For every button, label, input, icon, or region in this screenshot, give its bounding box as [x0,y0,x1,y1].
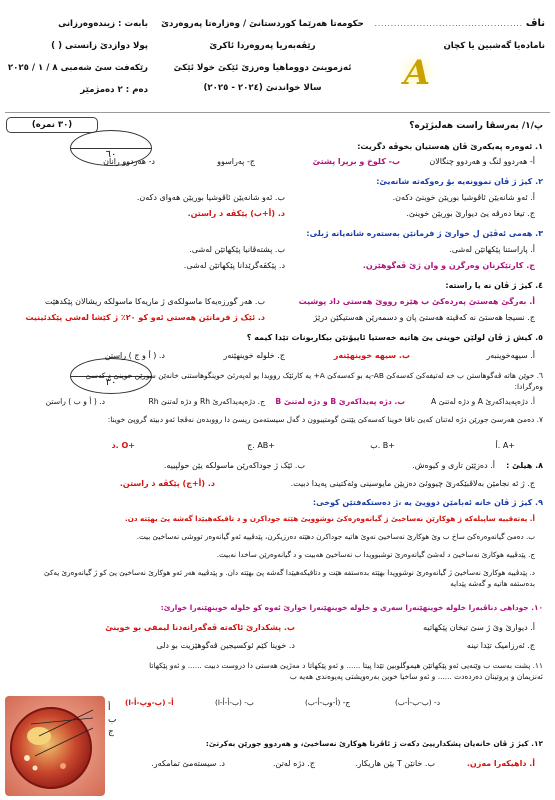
header-directorate: رێڤەبەریا پەروەردا ئاکرێ [209,41,316,51]
q8-stem: ٨. هیلێ : [506,461,543,470]
header-year: سالا خواندنێ (٢٠٢٤ - ٢٠٢٥) [203,83,322,93]
q12-option-a: أ. داهیکەرا مەزن. [466,759,535,768]
score-box: (٣٠ نمرە) [6,117,98,133]
q12-option-c: ج. دژە لەتن. [273,759,315,768]
question-title: پ/١/ بەرسڤا راست هەلبژێرە؟ [409,121,543,131]
q7-stem: ٧. دەمێ هەرسێ جورێن دژە لەتنان کەیێ ناقا خوینا کەسەکێ یێتنێ گومتیبوون د گەل سیستەمێ ریسێ دا رووبدەن نەڤجا ئەو دبیتە گروپێ خوینا: [107,415,543,424]
q1-option-a: أ- هەردوو لنگ و هەردوو چنگالان [429,157,535,166]
image-label-b: ب [108,715,117,725]
q3-option-c: ج. کارتێکرنان وەرگرن و وان ژێ ڤەگوهێزن. [362,261,535,270]
q2-option-d: د. (أ+ب) پێکڤە د راستن. [187,209,285,218]
q1-option-c: ج- پەراسوو [217,157,255,166]
q11-option-a: أ- (ب-وپ-أ-ا) [125,698,174,707]
q9-option-a: أ. پەتەقییە ساپیلەکە ژ هوکارێن نەساخیێ ژ گیانەوەرەکێ نوشوویێ هێتە جوداکرن و د تاقیکەهیێدا گەشە پێ بهێتە دن. [125,514,535,523]
q4-stem: ٤. کیژ ژ ڤان نە یا راستە: [445,281,543,290]
q9-option-b: ب. دەمێ گیانەوەرەکێ ساخ ب وێ هوکارێ نەساخیێ نەوێ هاتیە جوداکرن دهێتە دەرزیکرن، پێدڤییە ئەو گیانەوەر تووشی نەساخیێ بیت. [136,532,535,541]
header-exam-title: ئەزموینێ دووماهیا وەرزێ ئێکێ خولا ئێکێ [173,63,352,73]
q11-option-c: ج- (أ-وب-أ-ب) [305,698,351,707]
q5-stem: ٥. کیش ژ ڤان لولێن خوینی یێ هاتیە خەستیا ئاییۆنێن بیکاربونات تێدا کیمە ؟ [246,333,543,342]
blood-cell-illustration [5,696,105,796]
q5-option-b: ب. سیهە خوینهێنەر [333,351,410,360]
q2-option-c: ج. تیغا دەرڤە یێ دیوارێ بوریێن خوینێ. [406,209,535,218]
name-label: ناڤ [525,18,545,29]
q1-option-b: ب- کلوخ و برپرا پشتێ [312,157,400,166]
header-ministry: حکومەتا هەرێما کوردستانێ / وەزارەتا پەروەردێ [161,19,364,29]
exam-duration: دەم : ٢ دەمژمێر [80,85,148,95]
q4-option-d: د. ئێک ژ فرمانێن هەستی ئەو کو ٢٠٪ ژ کێشا لەشی پێکدئینیت [25,313,265,322]
q5-option-c: ج. خلوله خوینهێنەر [223,351,285,360]
q5-option-a: أ. سیهەخوینبەر [486,351,535,360]
q6-stem: ٦. خوێن هاتە ڤەگوهاستن ب خە لەتیفەکێ کەسەکێ AB-یە بو کەسەکێ A+ یە کارئێک رووبدا یو لەپەرئێ خوینگوهاستنی خانەێن سورێن خوینێ د کەسێ وەرگرادا: [85,371,543,391]
q9-stem: ٩. کیژ ژ ڤان خانە ئەبامێن دوویێ یە ،ژ دەستکەفتێن کوخی: [312,498,543,507]
q11-option-b: ب- (ب-أ-أ-ا) [215,698,254,707]
q4-option-b: ب. هەر گورزەیەکا ماسولکەی ژ ماریەکا ماسولکە ریشالان پێکدهێت [44,297,265,306]
q8-option-b: ب. ئێک ژ جوداکەرێن ماسولکە یێن حولپییە. [163,461,305,470]
svg-text:A: A [403,53,431,93]
q9-option-c: ج. پێدڤییە هوکارێ نەساخیێ د لەشێ گیانەوەرێ توشبوویدا ب نەساخیێ هەبیت و د گیانەوەرێن ساخدا نەبیت. [216,550,535,559]
q2-option-a: أ. ئەو شانەیێن ئاڤوشیا بوریێن خوینێ دکەن. [392,193,535,202]
score-circle-1-value: ٦٠ [105,149,117,160]
q12-option-b: ب. خانێن T یێن هاریکار. [355,759,435,768]
q4-option-a: أ. بەرگێ هەستێ پەردەکێ ب هێزە رووێ هەستی داد پوشیت [298,297,535,306]
class: پولا دوازدێ زانستی ( ) [51,41,148,51]
q11-stem: ١١. پشت بەست ب وێنەیی ئەو پێکهاتێن هیموگلوبین تێدا پیتا ...... و ئەو پێکهاتا د مەژیێ هەستی دا دروست دبیت ...... و ئەو پێکهاتا ئەنزیمان و پروتینان دەردەدت ...... و ئەو ساخیا خوین بەرەوپشتی پەیوەندی هەیە ب [149,661,543,681]
q1-option-d: د- هەردوو رانان [103,157,155,166]
logo-a-icon [392,46,442,96]
q2-option-b: ب. ئەو شانەیێن ئاڤوشیا بوریێن هەوای دکەن. [136,193,285,202]
q3-option-a: أ. پاراستنا پێکهاتێن لەشی. [449,245,535,254]
school-name: نامادەیا گەشبین یا کچان [443,41,545,51]
image-label-a: أ [108,703,111,713]
q6-option-b: ب. دژە پەیداکەرێ B و دژە لەتنێ B [275,397,405,406]
exam-date: رێکەفت سێ شەمبی ٨ / ١ / ٢٠٢٥ [7,63,148,73]
q7-option-c: ج. AB+ [247,441,275,450]
q3-option-d: د. پێکڤەگرێدانا پێکهاتێن لەشی. [183,261,285,270]
name-fill-line: .............................................. [374,20,523,28]
q10-stem: ١٠. جوداهی دناڤبەرا خلوله خوینهێنەرا سەری و خلوله خوینهێنەرا خوارێ ئەوە کو خلوله خوینهێنەرا خوارێ: [160,603,543,612]
q7-option-a: أ. A+ [495,441,515,450]
q4-option-c: ج. نسیجا هەستێ نە کەڤیتە هەستێ پان و دسمەرێن هەستیکێن درێژ [313,313,535,322]
q8-option-a: أ. دەزێێن تاری و کیوەش. [412,461,495,470]
q7-option-b: ب. B+ [370,441,395,450]
q10-option-b: ب. پشکدارێ ئاکەتە ڤەگەرانەدنا لیمفی بو خوینێ [105,623,295,632]
q10-option-c: ج. ئەرزامیک تێدا نینە [466,641,535,650]
q1-stem: ١. ئەوەرە پەیکەرێ ڤان هەستیان بخوڤە دگریت: [357,142,543,151]
q12-stem: ١٢. کیژ ژ ڤان خانەیان پشکدارییێ دکەت ژ ئاڤرنا هوکارێ نەساخیێ، و هەردوو جورێن بەکرتێ: [205,739,543,748]
q5-option-d: د. ( أ و ج ) راستن [104,351,165,360]
q6-option-c: ج. دژەپەیداکەرێ Rh و دژە لەتنێ Rh [148,397,265,406]
score-circle-2-value: ٣٠ [105,377,117,388]
q2-stem: ٢. کیژ ژ ڤان نموونەیە بۆ رەوکەتە شانەیێ: [376,177,543,186]
q6-option-a: أ. دژەپەیداکەرێ A و دژە لەتنێ A [431,397,535,406]
q3-stem: ٣. هەمی ئەڤێن ل خوارێ ژ فرمانێن بەستەرە شانەیانە ژبلی: [306,229,543,238]
q10-option-a: أ. دیوارێ وێ ژ سێ تیخان پێکهاتیە [423,623,535,632]
q9-option-d: د. پێدڤییە هوکارێ نەساخیێ ژ گیانەوەرێ نوشوویدا بهێتە بدەستفە هێت و دتاقیکەهیێدا گەشە پێ بهێتە دان. و پێدڤییە هەر ئەو هوکارێ نەساخیێ یێ کو ژ گیانەوەرێ یەکێ بدەستفە هاتیە و گەشە پێدایە [44,568,535,588]
blood-cell-image [5,696,105,796]
subject: بابەت : زیندەوەرزانی [58,19,148,29]
q8-option-c: ج. ژ ئە نجامێن بەلاڤبێکەرێ چیووئێ دەزیێن مایوسینی وئەکتینی پەیدا دبیت. [290,479,535,488]
image-label-c: ج [108,727,114,737]
q7-option-d: د. O+ [111,441,135,450]
q8-option-d: د. (أ+ج) پێکڤە د راستن. [119,479,215,488]
q10-option-d: د. خوینا کێم ئوکسیجین ڤەگوهێزیت بو دلی [156,641,295,650]
q3-option-b: ب. پشتەڤانیا پێکهاتێن لەشی. [189,245,285,254]
q12-option-d: د. سیستەمێ تمامکەر. [151,759,225,768]
q11-option-d: د- (ب-ب-أ-ب) [395,698,441,707]
q6-option-d: د. ( أ و ب ) راستن [45,397,105,406]
header-divider [5,112,550,113]
